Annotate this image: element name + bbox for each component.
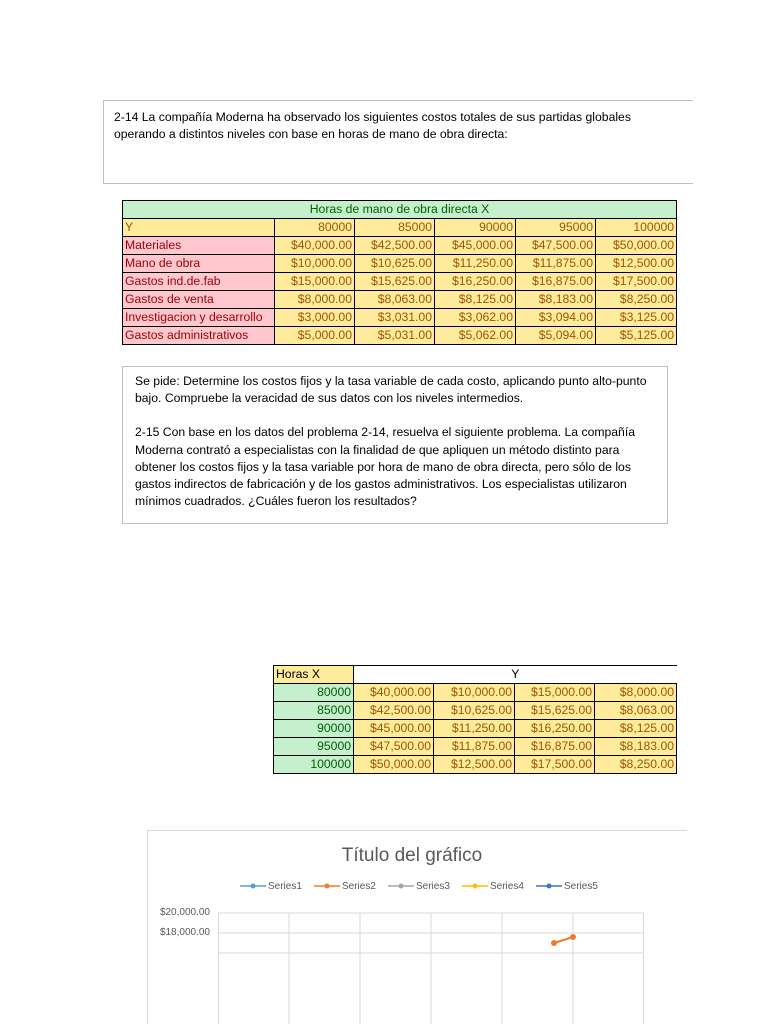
legend-label: Series3 (416, 881, 450, 892)
cost-cell: $11,250.00 (435, 255, 516, 273)
cost-cell: $11,875.00 (516, 255, 596, 273)
request-paragraph: 2-15 Con base en los datos del problema 2-14, resuelva el siguiente problema. La compañía Moderna contrató a especialistas con la finalidad de que apliquen un método distinto para obtener los costos fijos y la tasa variable por hora de mano de obra directa, pero sólo de los gastos indirectos de fabricación y de los gastos administrativos. Los especialistas utilizaron mínimos cuadrados. ¿Cuáles fueron los resultados? (135, 425, 635, 509)
cost-cell: $5,000.00 (275, 327, 355, 345)
cost-cell: $8,000.00 (595, 684, 677, 702)
cost-cell: $16,875.00 (515, 738, 595, 756)
cost-cell: $8,125.00 (595, 720, 677, 738)
table-row (274, 720, 677, 738)
cost-cell: $12,500.00 (434, 756, 515, 774)
cost-cell: $40,000.00 (354, 684, 434, 702)
cost-cell: $16,875.00 (516, 273, 596, 291)
cost-cell: $8,000.00 (275, 291, 355, 309)
cost-cell: $3,125.00 (596, 309, 677, 327)
hours-cell: 80000 (274, 684, 354, 702)
legend-label: Series5 (564, 881, 598, 892)
series2-point (570, 934, 576, 940)
cost-cell: $5,031.00 (355, 327, 435, 345)
row-label: Investigacion y desarrollo (123, 309, 275, 327)
chart-legend (148, 881, 688, 897)
legend-label: Series1 (268, 881, 302, 892)
cost-cell: $50,000.00 (354, 756, 434, 774)
cost-cell: $16,250.00 (435, 273, 516, 291)
cost-cell: $16,250.00 (515, 720, 595, 738)
problem-text: 2-14 La compañía Moderna ha observado los siguientes costos totales de sus partidas globales operando a distintos niveles con base en horas de mano de obra directa: (114, 110, 631, 141)
hours-y-header: Y (354, 666, 677, 684)
table-row (274, 738, 677, 756)
legend-label: Series2 (342, 881, 376, 892)
legend-marker-icon (388, 882, 414, 890)
cost-cell: $5,094.00 (516, 327, 596, 345)
legend-item (388, 881, 450, 892)
cost-cell: $8,063.00 (595, 702, 677, 720)
request-paragraph: Se pide: Determine los costos fijos y la tasa variable de cada costo, aplicando punto alto-punto bajo. Compruebe la veracidad de sus datos con los niveles intermedios. (135, 374, 647, 406)
cost-cell: $15,000.00 (515, 684, 595, 702)
row-label: Mano de obra (123, 255, 275, 273)
problem-statement (103, 100, 693, 184)
hours-column-header: 80000 (275, 219, 355, 237)
hours-column-header: 95000 (516, 219, 596, 237)
cost-cell: $11,875.00 (434, 738, 515, 756)
row-label: Gastos administrativos (123, 327, 275, 345)
table-row (274, 684, 677, 702)
cost-cell: $15,625.00 (355, 273, 435, 291)
hours-cell: 90000 (274, 720, 354, 738)
cost-cell: $15,625.00 (515, 702, 595, 720)
costs-y-label: Y (123, 219, 275, 237)
table-row (274, 702, 677, 720)
y-tick-label: $20,000.00 (159, 907, 210, 918)
table-row (123, 327, 677, 345)
cost-cell: $15,000.00 (275, 273, 355, 291)
table-row (123, 309, 677, 327)
cost-cell: $45,000.00 (354, 720, 434, 738)
cost-cell: $17,500.00 (596, 273, 677, 291)
table-row (123, 273, 677, 291)
legend-item (240, 881, 302, 892)
legend-marker-icon (536, 882, 562, 890)
legend-marker-icon (314, 882, 340, 890)
gridlines (218, 913, 644, 1024)
table-row (274, 756, 677, 774)
legend-label: Series4 (490, 881, 524, 892)
hours-column-header: 100000 (596, 219, 677, 237)
chart-title: Título del gráfico (341, 845, 483, 866)
cost-cell: $8,063.00 (355, 291, 435, 309)
hours-x-header: Horas X (274, 666, 354, 684)
cost-cell: $8,125.00 (435, 291, 516, 309)
legend-marker-icon (462, 882, 488, 890)
cost-cell: $10,000.00 (434, 684, 515, 702)
hours-cell: 95000 (274, 738, 354, 756)
hours-column-header: 90000 (435, 219, 516, 237)
cost-cell: $12,500.00 (596, 255, 677, 273)
series2-point (551, 940, 557, 946)
cost-cell: $8,250.00 (595, 756, 677, 774)
cost-cell: $50,000.00 (596, 237, 677, 255)
cost-cell: $45,000.00 (435, 237, 516, 255)
cost-cell: $8,183.00 (516, 291, 596, 309)
plot-area (218, 911, 644, 1024)
hours-cell: 85000 (274, 702, 354, 720)
row-label: Gastos ind.de.fab (123, 273, 275, 291)
cost-cell: $47,500.00 (516, 237, 596, 255)
cost-cell: $10,625.00 (355, 255, 435, 273)
cost-cell: $3,062.00 (435, 309, 516, 327)
cost-cell: $17,500.00 (515, 756, 595, 774)
cost-cell: $3,031.00 (355, 309, 435, 327)
cost-cell: $11,250.00 (434, 720, 515, 738)
legend-item (462, 881, 524, 892)
hours-column-header: 85000 (355, 219, 435, 237)
costs-table-header: Horas de mano de obra directa X (123, 201, 677, 219)
cost-cell: $3,000.00 (275, 309, 355, 327)
cost-cell: $8,250.00 (596, 291, 677, 309)
legend-item (314, 881, 376, 892)
legend-marker-icon (240, 882, 266, 890)
cost-cell: $8,183.00 (595, 738, 677, 756)
cost-cell: $42,500.00 (354, 702, 434, 720)
cost-cell: $42,500.00 (355, 237, 435, 255)
table-row (123, 291, 677, 309)
hours-table (273, 665, 677, 774)
request-text-box (122, 366, 668, 524)
row-label: Materiales (123, 237, 275, 255)
costs-table (122, 200, 677, 345)
chart-area[interactable] (147, 830, 687, 1024)
hours-cell: 100000 (274, 756, 354, 774)
table-row (123, 255, 677, 273)
cost-cell: $40,000.00 (275, 237, 355, 255)
cost-cell: $5,062.00 (435, 327, 516, 345)
row-label: Gastos de venta (123, 291, 275, 309)
cost-cell: $10,625.00 (434, 702, 515, 720)
y-tick-label: $18,000.00 (159, 927, 210, 938)
table-row (123, 237, 677, 255)
cost-cell: $5,125.00 (596, 327, 677, 345)
cost-cell: $10,000.00 (275, 255, 355, 273)
cost-cell: $3,094.00 (516, 309, 596, 327)
cost-cell: $47,500.00 (354, 738, 434, 756)
legend-item (536, 881, 598, 892)
